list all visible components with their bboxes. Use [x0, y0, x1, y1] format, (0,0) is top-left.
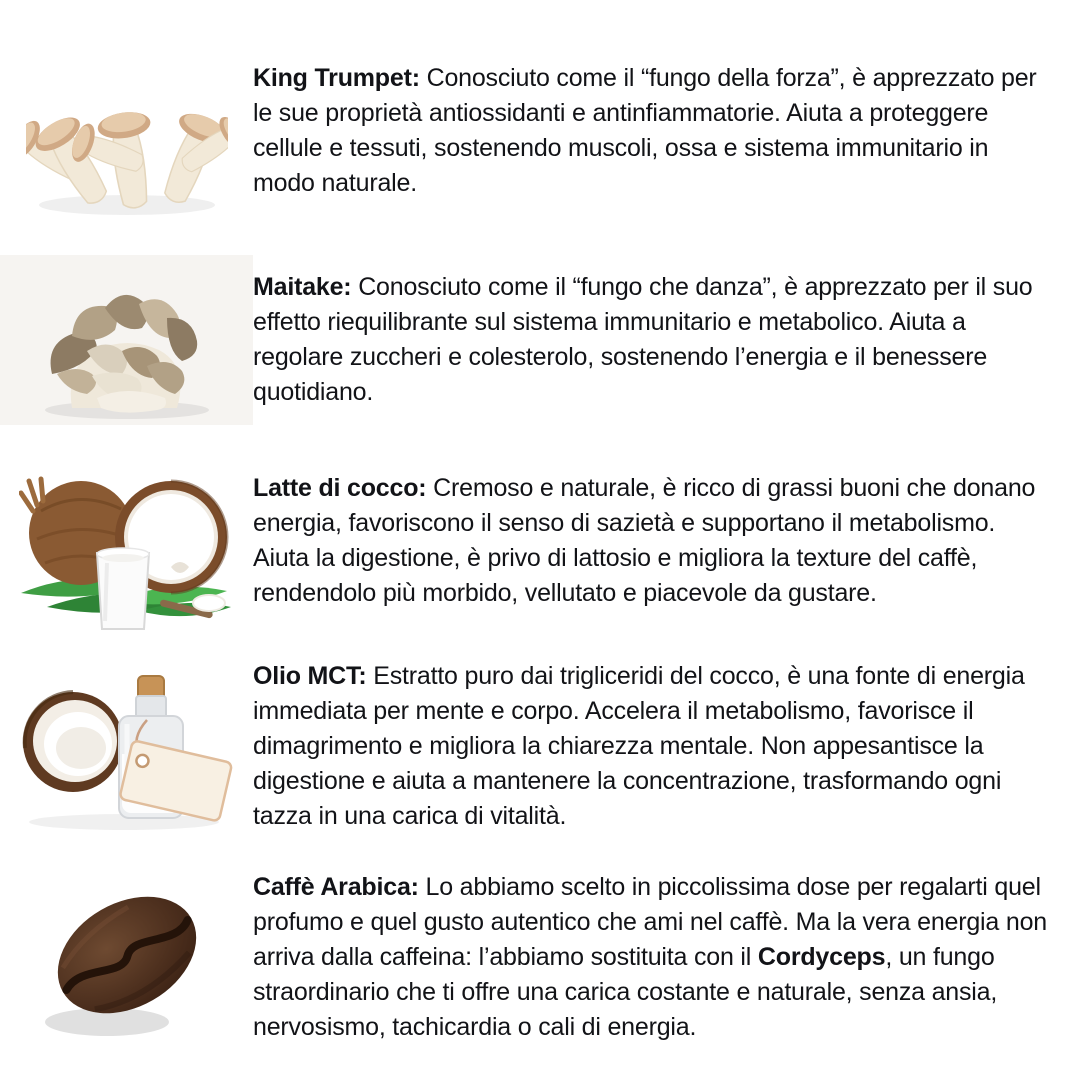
coconut-milk-illustration [19, 451, 234, 631]
ingredient-description: Estratto puro dai trigliceridi del cocco, è una fonte di energia immediata per mente e corpo. Accelera il metabolismo, favorisce il dimagrimento e migliora la chiarezza mentale. Non appesantisce la digestione e aiuta a mantenere la concentrazione, trasformando ogni tazza in una carica di vitalità. [253, 662, 1025, 830]
mct-oil-image [0, 662, 253, 832]
ingredient-text-maitake [253, 270, 1053, 410]
ingredient-row-maitake [0, 255, 1080, 425]
maitake-mushroom-illustration [27, 256, 227, 424]
ingredient-row-coconut-milk [0, 451, 1080, 631]
maitake-image [0, 255, 253, 425]
king-trumpet-mushrooms-illustration [26, 45, 228, 217]
coffee-bean-image [0, 870, 253, 1045]
ingredient-text-mct-oil [253, 659, 1053, 834]
ingredient-text-king-trumpet [253, 61, 1053, 201]
ingredient-text-arabica-coffee [253, 870, 1053, 1045]
ingredient-description: Cremoso e naturale, è ricco di grassi buoni che donano energia, favoriscono il senso di sazietà e supportano il metabolismo. Aiuta la digestione, è privo di lattosio e migliora la texture del caffè, rendendolo più morbido, vellutato e piacevole da gustare. [253, 474, 1036, 607]
ingredient-description: Conosciuto come il “fungo della forza”, è apprezzato per le sue proprietà antiossidanti e antinfiammatorie. Aiuta a proteggere cellule e tessuti, sostenendo muscoli, ossa e sistema immunitario in modo naturale. [253, 64, 1037, 197]
ingredient-text-coconut-milk [253, 471, 1053, 611]
ingredients-infographic [0, 45, 1080, 1080]
ingredient-row-arabica-coffee [0, 870, 1080, 1045]
ingredient-row-king-trumpet [0, 45, 1080, 217]
ingredient-highlight: Cordyceps [757, 943, 886, 971]
coconut-milk-image [0, 451, 253, 631]
mct-oil-bottle-illustration [19, 662, 234, 832]
ingredient-label: Caffè Arabica: [253, 873, 419, 901]
coffee-bean-illustration [27, 870, 227, 1045]
ingredient-description-before: Lo abbiamo scelto in piccolissima dose per regalarti quel profumo e quel gusto autentico che ami nel caffè. Ma la vera energia non arriva dalla caffeina: l’abbiamo sostituita con il [253, 873, 1047, 971]
ingredient-label: Latte di cocco: [253, 474, 427, 502]
ingredient-label: Olio MCT: [253, 662, 367, 690]
ingredient-label: King Trumpet: [253, 64, 420, 92]
ingredient-description-after: , un fungo straordinario che ti offre una carica costante e naturale, senza ansia, nervosismo, tachicardia o cali di energia. [253, 943, 998, 1041]
king-trumpet-image [0, 45, 253, 217]
ingredient-label: Maitake: [253, 273, 352, 301]
ingredient-row-mct-oil [0, 659, 1080, 834]
ingredient-description: Conosciuto come il “fungo che danza”, è apprezzato per il suo effetto riequilibrante sul sistema immunitario e metabolico. Aiuta a regolare zuccheri e colesterolo, sostenendo l’energia e il benessere quotidiano. [253, 273, 1033, 406]
